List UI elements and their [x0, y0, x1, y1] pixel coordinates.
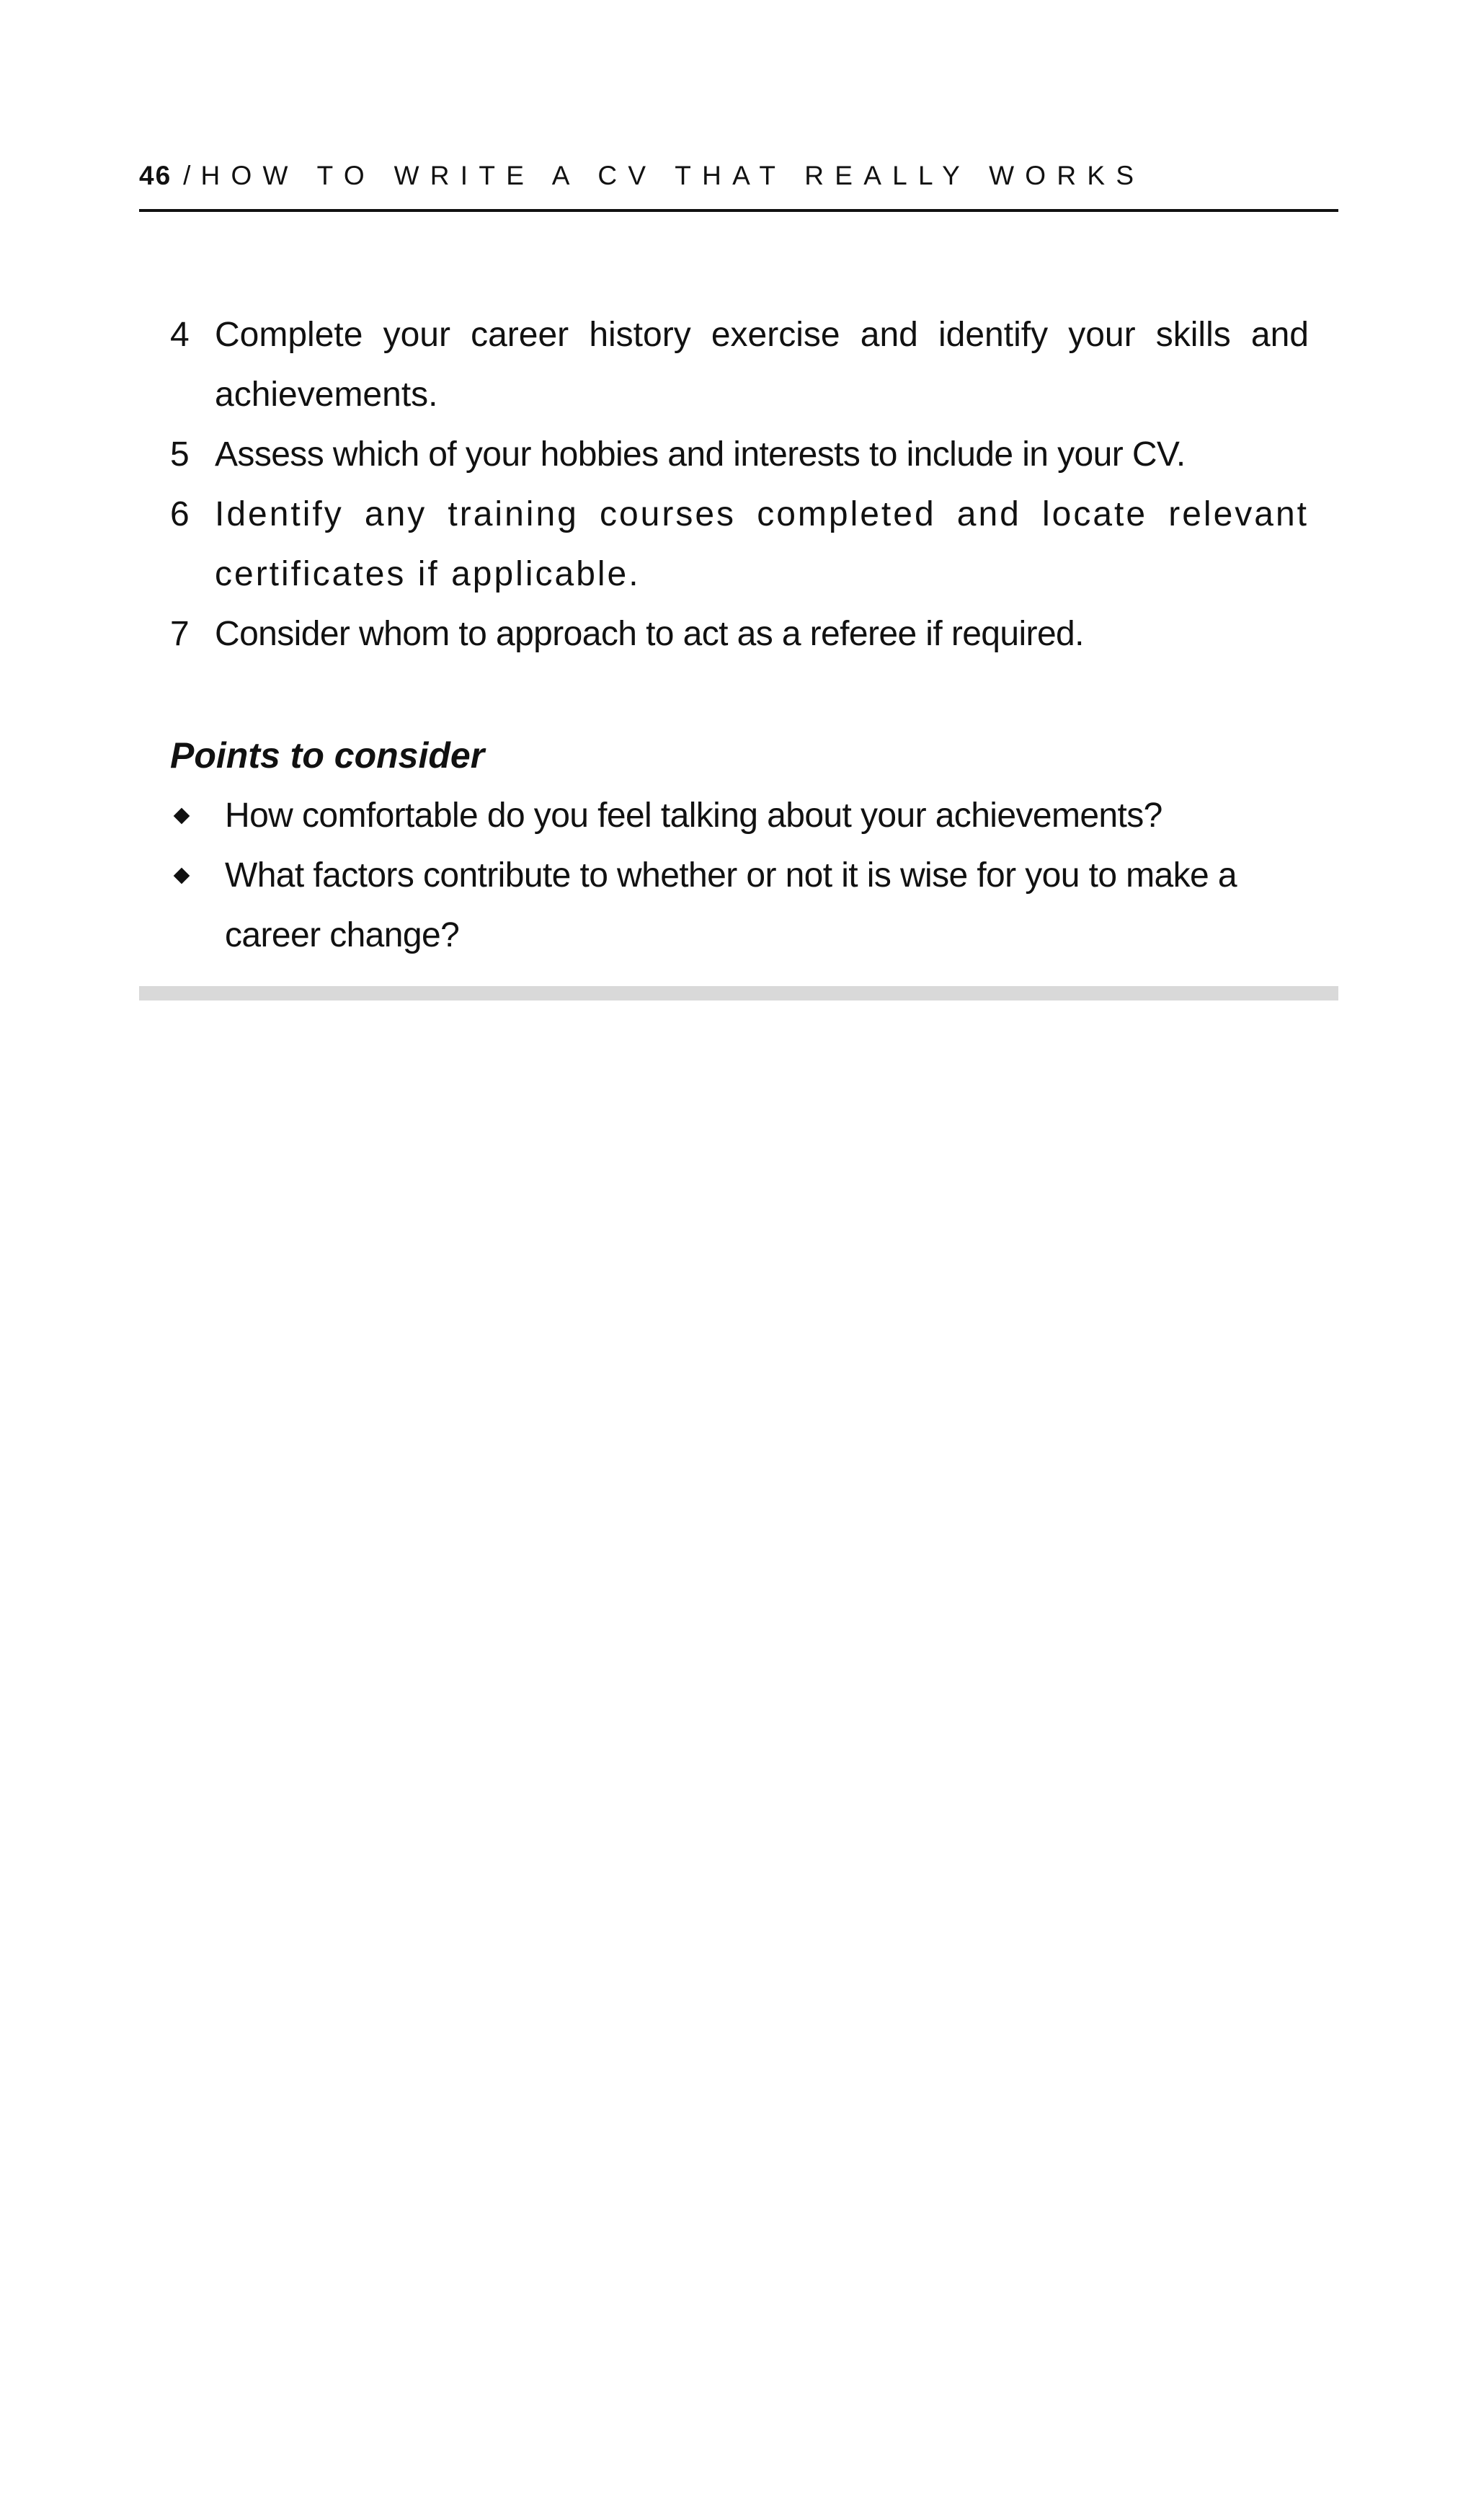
point-item [170, 846, 1309, 965]
header-separator: / [183, 161, 191, 190]
step-number: 7 [170, 615, 190, 653]
step-text: Complete your career history exercise and identify your skills and achievements. [215, 316, 1309, 414]
step-number: 4 [170, 316, 190, 354]
step-text: Assess which of your hobbies and interests to include in your CV. [215, 435, 1186, 474]
points-heading: Points to consider [170, 735, 485, 776]
points-list [170, 786, 1309, 965]
point-item [170, 786, 1309, 846]
steps-list [170, 305, 1309, 664]
step-item [170, 305, 1309, 425]
step-item [170, 484, 1309, 604]
point-text: What factors contribute to whether or not it is wise for you to make a career change? [225, 856, 1237, 954]
header-rule [139, 209, 1338, 212]
step-number: 5 [170, 435, 190, 474]
diamond-bullet-icon [174, 868, 190, 884]
running-header [139, 160, 1338, 192]
step-number: 6 [170, 495, 190, 533]
section-end-bar [139, 986, 1338, 1001]
step-item [170, 425, 1309, 484]
point-text: How comfortable do you feel talking about your achievements? [225, 797, 1162, 835]
step-text: Identify any training courses completed and locate relevant certificates if applicable. [215, 495, 1309, 593]
step-item [170, 604, 1309, 664]
page-number: 46 [139, 161, 172, 190]
book-title: HOW TO WRITE A CV THAT REALLY WORKS [200, 161, 1145, 190]
diamond-bullet-icon [174, 808, 190, 825]
step-text: Consider whom to approach to act as a referee if required. [215, 615, 1084, 653]
